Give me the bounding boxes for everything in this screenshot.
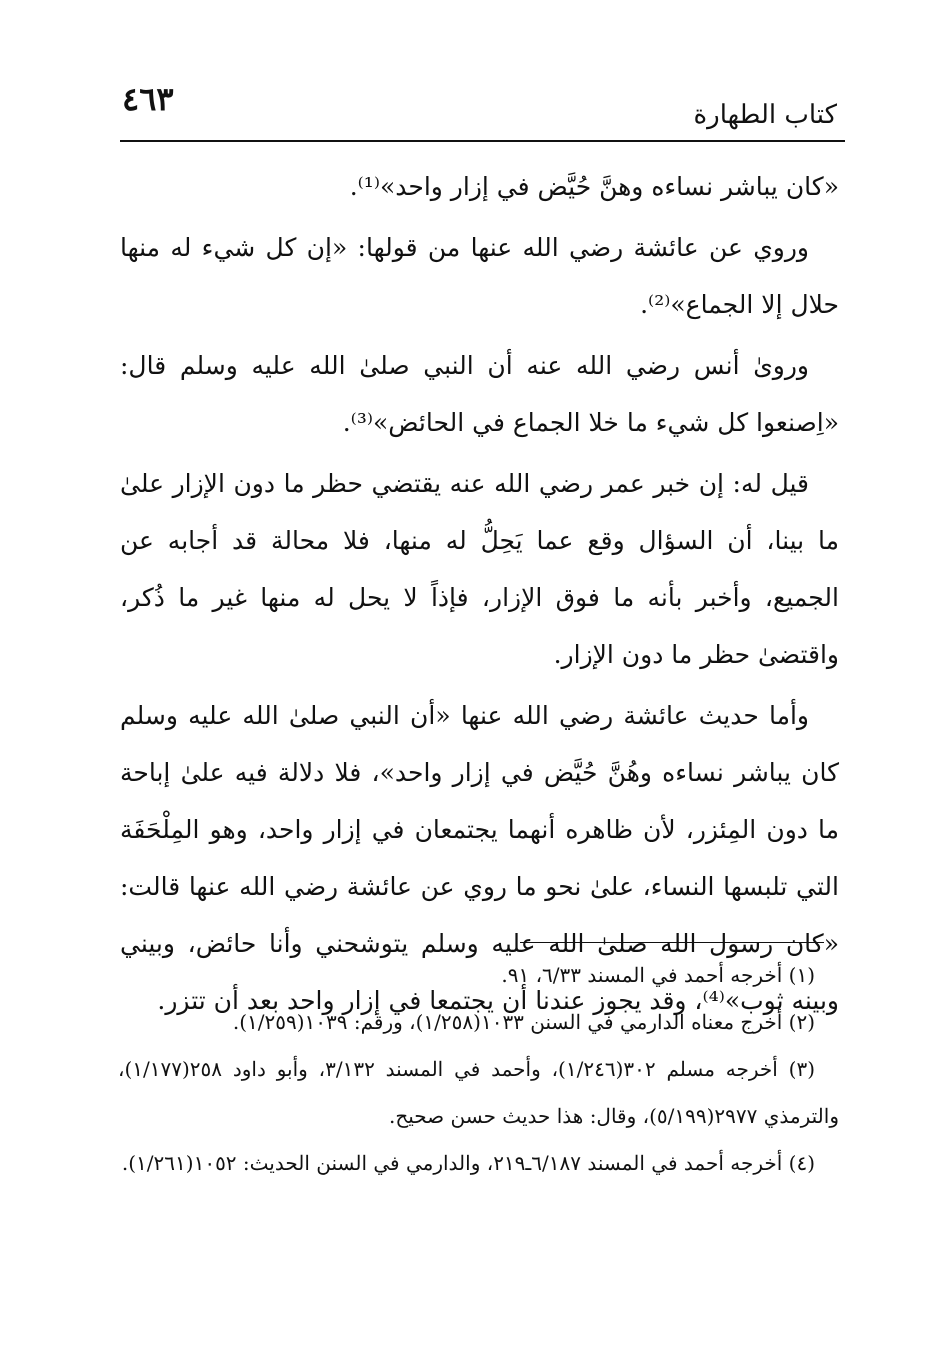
paragraph-1: «كان يباشر نساءه وهنَّ حُيَّض في إزار واحد»⁽¹⁾. <box>349 172 839 201</box>
footnotes <box>118 952 839 1187</box>
paragraph-4: قيل له: إن خبر عمر رضي الله عنه يقتضي حظر ما دون الإزار علىٰ ما بينا، أن السؤال وقع عما يَحِلُّ له منها، فلا محالة قد أجابه عن الجميع، وأخبر بأنه ما فوق الإزار، فإذاً لا يحل له منها غير ما ذُكر، واقتضىٰ حظر ما دون الإزار. <box>120 469 839 669</box>
paragraph-5: وأما حديث عائشة رضي الله عنها «أن النبي صلىٰ الله عليه وسلم كان يباشر نساءه وهُنَّ حُيَّض في إزار واحد»، فلا دلالة فيه علىٰ إباحة ما دون المِئزر، لأن ظاهره أنهما يجتمعان في إزار واحد، وهو المِلْحَفَة التي تلبسها النساء، علىٰ نحو ما روي عن عائشة رضي الله عنها قالت: «كان رسول الله صلىٰ الله عليه وسلم يتوشحني وأنا حائض، وبيني وبينه ثوب»⁽⁴⁾، وقد يجوز عندنا أن يجتمعا في إزار واحد بعد أن تتزر. <box>120 701 839 1015</box>
main-text <box>120 158 839 1033</box>
footnote-2: (٢) أخرج معناه الدارمي في السنن ١٠٣٣(١/٢٥٨)، ورقم: ١٠٣٩(١/٢٥٩). <box>232 1010 815 1034</box>
paragraph-2: وروي عن عائشة رضي الله عنها من قولها: «إن كل شيء له منها حلال إلا الجماع»⁽²⁾. <box>120 233 839 319</box>
header-rule <box>120 140 845 142</box>
footnote-1: (١) أخرجه أحمد في المسند ٦/٣٣، ٩١. <box>501 963 815 987</box>
footnote-4: (٤) أخرجه أحمد في المسند ٦/١٨٧ـ٢١٩، والدارمي في السنن الحديث: ١٠٥٢(١/٢٦١). <box>121 1151 815 1175</box>
footnote-rule <box>520 942 824 943</box>
page-number: ٤٦٣ <box>122 80 174 118</box>
footnote-3: (٣) أخرجه مسلم ٣٠٢(١/٢٤٦)، وأحمد في المسند ٣/١٣٢، وأبو داود ٢٥٨(١/١٧٧)، والترمذي ٢٩٧٧(٥/١٩٩)، وقال: هذا حديث حسن صحيح. <box>118 1057 839 1128</box>
paragraph-3: ورویٰ أنس رضي الله عنه أن النبي صلىٰ الله عليه وسلم قال: «اِصنعوا كل شيء ما خلا الجماع في الحائض»⁽³⁾. <box>120 351 839 437</box>
running-header-title: كتاب الطهارة <box>693 100 837 130</box>
